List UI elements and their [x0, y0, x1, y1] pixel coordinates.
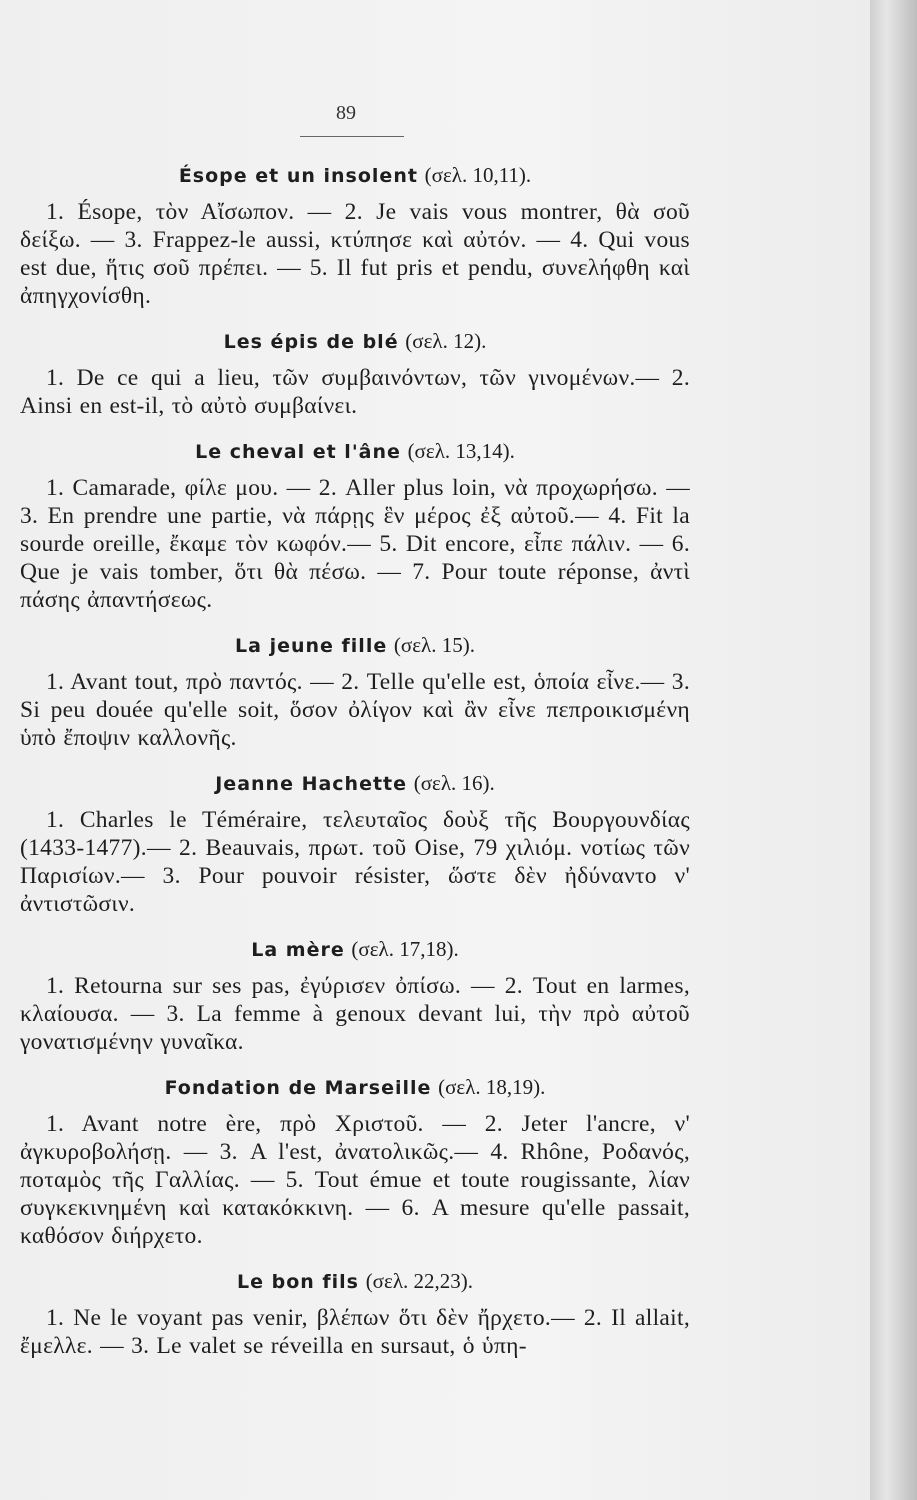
- section-text: 1. De ce qui a lieu, τῶν συμβαινόντων, τῶν γινομένων.— 2. Ainsi en est-il, τὸ αὐτὸ συμβαίνει.: [20, 365, 690, 419]
- section-heading: [20, 630, 690, 660]
- page-content: [20, 160, 690, 1360]
- section-title: La mère: [251, 939, 345, 961]
- section-text: 1. Ésope, τὸν Αἴσωπον. — 2. Je vais vous montrer, θὰ σοῦ δείξω. — 3. Frappez-le aussi, κτύπησε καὶ αὐτόν. — 4. Qui vous est due, ἥτις σοῦ πρέπει. — 5. Il fut pris et pendu, συνελήφθη καὶ ἀπηγχονίσθη.: [20, 199, 690, 309]
- section-text: 1. Camarade, φίλε μου. — 2. Aller plus loin, νὰ προχωρήσω. — 3. En prendre une partie, νὰ πάρῃς ἓν μέρος ἐξ αὐτοῦ.— 4. Fit la sourde oreille, ἔκαμε τὸν κωφόν.— 5. Dit encore, εἶπε πάλιν. — 6. Que je vais tomber, ὅτι θὰ πέσω. — 7. Pour toute réponse, ἀντὶ πάσης ἀπαντήσεως.: [20, 475, 690, 613]
- section-bon-fils: [20, 1266, 690, 1360]
- section-jeune-fille: [20, 630, 690, 752]
- section-title: La jeune fille: [235, 635, 388, 657]
- section-heading: [20, 326, 690, 356]
- section-title: Ésope et un insolent: [178, 165, 418, 187]
- page-edge: [870, 0, 917, 1500]
- section-title: Le cheval et l'âne: [195, 441, 401, 463]
- section-heading: [20, 1266, 690, 1296]
- section-heading: [20, 934, 690, 964]
- section-title: Fondation de Marseille: [164, 1077, 432, 1099]
- section-esope: [20, 160, 690, 310]
- section-ref: (σελ. 13,14).: [407, 439, 515, 463]
- section-cheval: [20, 436, 690, 614]
- section-ref: (σελ. 15).: [393, 633, 475, 657]
- section-text: 1. Ne le voyant pas venir, βλέπων ὅτι δὲν ἤρχετο.— 2. Il allait, ἔμελλε. — 3. Le valet se réveilla en sursaut, ὁ ὑπη-: [20, 1305, 690, 1359]
- section-ref: (σελ. 12).: [405, 329, 487, 353]
- section-ref: (σελ. 22,23).: [365, 1269, 473, 1293]
- section-title: Jeanne Hachette: [215, 773, 408, 795]
- section-title: Le bon fils: [236, 1271, 359, 1293]
- section-text: 1. Retourna sur ses pas, ἐγύρισεν ὀπίσω. — 2. Tout en larmes, κλαίουσα. — 3. La femme à genoux devant lui, τὴν πρὸ αὐτοῦ γονατισμένην γυναῖκα.: [20, 973, 690, 1055]
- section-heading: [20, 160, 690, 190]
- section-ref: (σελ. 16).: [413, 771, 495, 795]
- section-heading: [20, 768, 690, 798]
- section-epis: [20, 326, 690, 420]
- section-heading: [20, 436, 690, 466]
- header-rule: [300, 136, 404, 137]
- section-marseille: [20, 1072, 690, 1250]
- section-la-mere: [20, 934, 690, 1056]
- section-ref: (σελ. 10,11).: [424, 163, 532, 187]
- section-jeanne-hachette: [20, 768, 690, 918]
- section-title: Les épis de blé: [223, 331, 399, 353]
- page-number: 89: [336, 102, 356, 124]
- section-heading: [20, 1072, 690, 1102]
- section-ref: (σελ. 18,19).: [438, 1075, 546, 1099]
- section-ref: (σελ. 17,18).: [351, 937, 459, 961]
- section-text: 1. Avant notre ère, πρὸ Χριστοῦ. — 2. Jeter l'ancre, ν' ἀγκυροβολήσῃ. — 3. A l'est, ἀνατολικῶς.— 4. Rhône, Ροδανός, ποταμὸς τῆς Γαλλίας. — 5. Tout émue et toute rougissante, λίαν συγκεκινημένη καὶ κατακόκκινη. — 6. A mesure qu'elle passait, καθόσον διήρχετο.: [20, 1111, 690, 1249]
- section-text: 1. Charles le Téméraire, τελευταῖος δοὺξ τῆς Βουργουνδίας (1433-1477).— 2. Beauvais, πρωτ. τοῦ Oise, 79 χιλιόμ. νοτίως τῶν Παρισίων.— 3. Pour pouvoir résister, ὥστε δὲν ἠδύναντο ν' ἀντιστῶσιν.: [20, 807, 690, 917]
- section-text: 1. Avant tout, πρὸ παντός. — 2. Telle qu'elle est, ὁποία εἶνε.— 3. Si peu douée qu'elle soit, ὅσον ὀλίγον καὶ ἂν εἶνε πεπροικισμένη ὑπὸ ἔποψιν καλλονῆς.: [20, 669, 690, 751]
